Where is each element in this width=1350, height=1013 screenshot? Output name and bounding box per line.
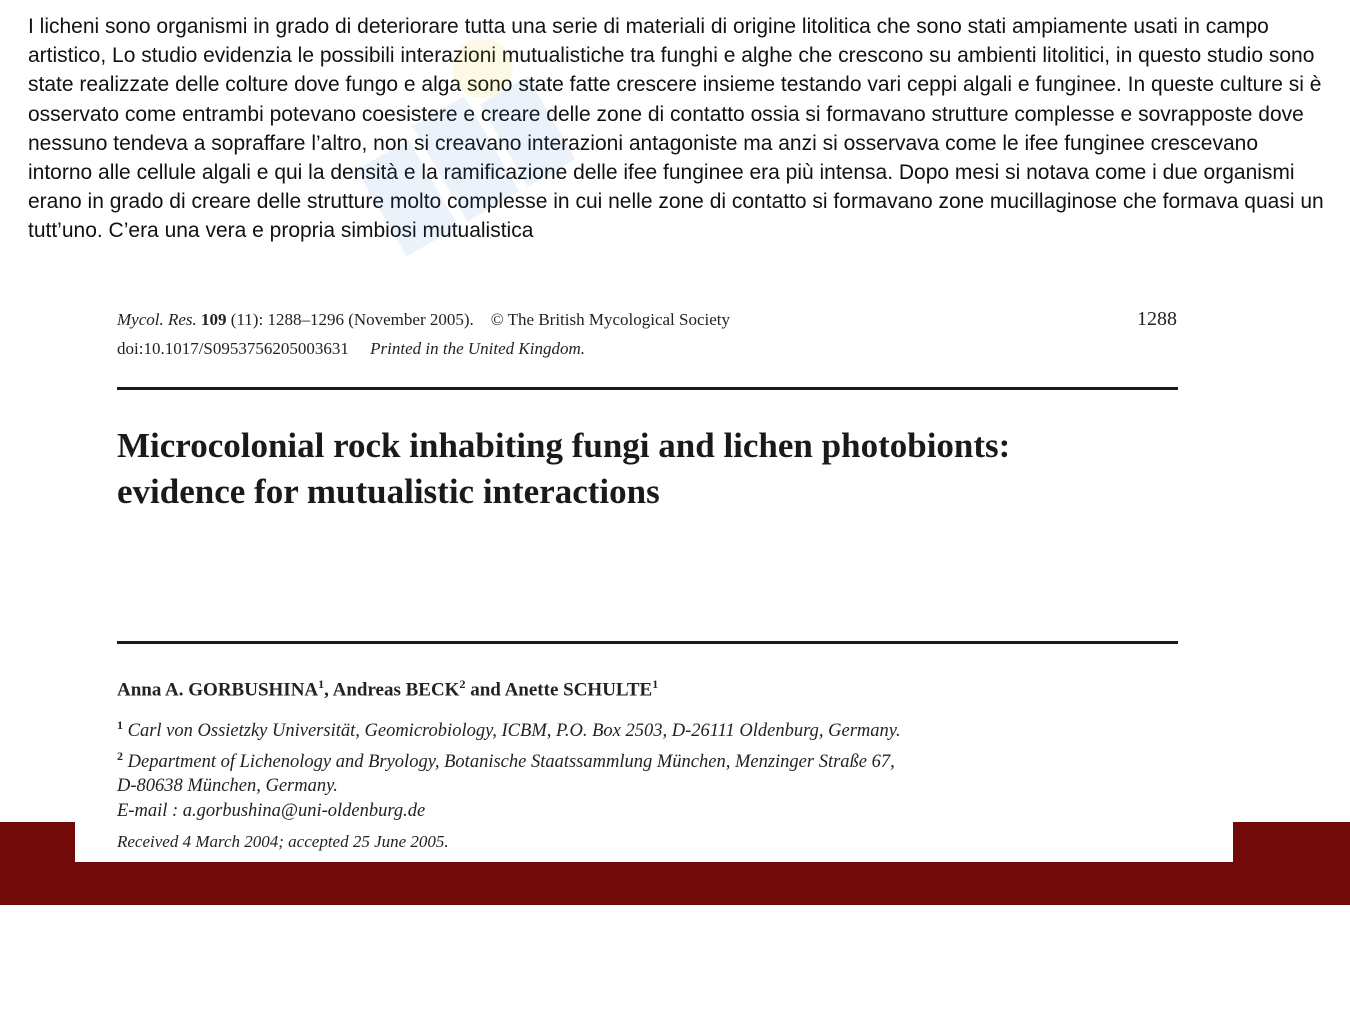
affiliation-2: [117, 744, 901, 775]
journal-header: [117, 310, 730, 330]
top-rule: [117, 387, 1178, 390]
aff2-sup: 2: [117, 748, 123, 763]
author-sep-1: ,: [324, 679, 333, 701]
author-3-sup: 1: [652, 677, 659, 691]
author-3: Anette SCHULTE: [504, 679, 653, 701]
paper-excerpt: [75, 290, 1233, 862]
journal-volume: 109: [201, 310, 227, 329]
page-number: 1288: [1137, 308, 1177, 330]
doi: doi:10.1017/S0953756205003631: [117, 339, 349, 358]
author-1-sup: 1: [318, 677, 325, 691]
affiliation-1: [117, 713, 901, 744]
journal-society: © The British Mycological Society: [490, 310, 731, 329]
received-line: Received 4 March 2004; accepted 25 June 2005.: [117, 832, 449, 851]
aff2-text-1: Department of Lichenology and Bryology, Botanische Staatssammlung München, Menzinger Straße 67,: [123, 751, 895, 772]
author-2-sup: 2: [459, 677, 466, 691]
author-sep-2: and: [465, 679, 505, 701]
journal-issue: (11): 1288–1296 (November 2005).: [230, 310, 474, 329]
email-line: E-mail : a.gorbushina@uni-oldenburg.de: [117, 800, 426, 821]
paper-title: Microcolonial rock inhabiting fungi and lichen photobionts: evidence for mutualistic interactions: [117, 426, 1011, 511]
aff1-text: Carl von Ossietzky Universität, Geomicrobiology, ICBM, P.O. Box 2503, D-26111 Oldenburg, Germany.: [123, 721, 901, 742]
affiliations: [117, 713, 901, 823]
aff1-sup: 1: [117, 718, 123, 732]
author-1: Anna A. GORBUSHINA: [117, 679, 319, 701]
doi-line: [117, 339, 585, 359]
authors-line: [117, 677, 658, 701]
author-2: Andreas BECK: [332, 679, 460, 701]
bottom-rule: [117, 641, 1178, 644]
journal-name: Mycol. Res.: [117, 310, 197, 329]
intro-paragraph: I licheni sono organismi in grado di deteriorare tutta una serie di materiali di origine litolitica che sono stati ampiamente usati in campo artistico, Lo studio evidenzia le possibili interazioni mutualistiche tra funghi e alghe che crescono su ambienti litolitici, in questo studio sono state realizzate delle colture dove fungo e alga sono state fatte crescere insieme testando vari ceppi algali e funginee. In queste culture si è osservato come entrambi potevano coesistere e creare delle zone di contatto ossia si formavano strutture complesse e sovrapposte dove nessuno tendeva a sopraffare l’altro, non si creavano interazioni antagoniste ma anzi si osservava come le ifee funginee crescevano intorno alle cellule algali e qui la densità e la ramificazione delle ifee funginee era più intensa. Dopo mesi si notava come i due organismi erano in grado di creare delle strutture molto complesse in cui nelle zone di contatto si formavano zone mucillaginose che formava quasi un tutt’uno. C’era una vera e propria simbiosi mutualistica: [28, 15, 1324, 243]
affiliation-2-cont: D-80638 München, Germany.: [117, 776, 338, 797]
printed-in: Printed in the United Kingdom.: [370, 339, 585, 358]
